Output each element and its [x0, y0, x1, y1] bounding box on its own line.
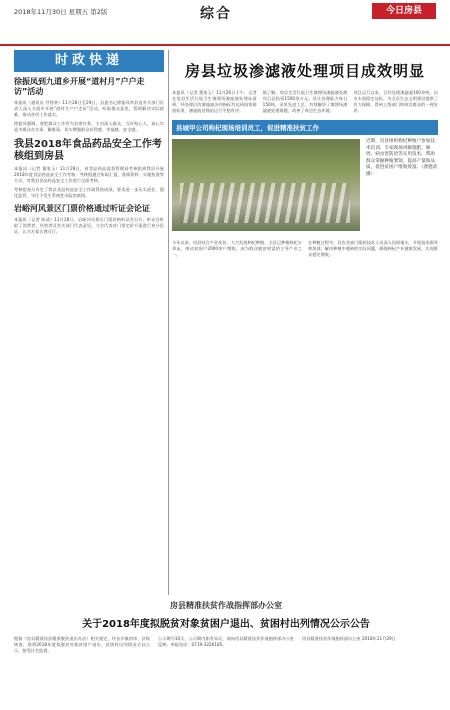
brief-headline-3: 岩峪河风景区门票价格通过听证会论证 — [14, 204, 150, 213]
photo-band: 县城甲公司枸杞现场培训员工，促进精准扶贫工作 — [172, 120, 438, 135]
issue-meta: 2018年11月30日 星期五 第2版 — [14, 8, 108, 16]
notice-column-3: 房县精准扶贫作战指挥部办公室 2018年11月29日 — [302, 636, 396, 641]
brief-paragraph-4: 考核组充分肯定了我县食品药品安全工作取得的成绩，要求进一步压实责任，强化监管，守住不发生系统性风险的底线。 — [14, 187, 164, 198]
notice-issuer: 房县精准扶贫作战指挥部办公室 — [170, 601, 282, 610]
notice-body — [14, 636, 438, 700]
field-photo — [172, 139, 360, 231]
notice-title: 关于2018年度拟脱贫对象贫困户退出、贫困村出列情况公示公告 — [82, 619, 370, 630]
lower-column-1: 今年以来，房县结合产业扶贫，大力发展枸杞种植，全县已种植枸杞万余亩，带动贫困户2000余户增收，成为群众脱贫致富的主导产业之一。 — [172, 240, 302, 257]
main-text-columns — [172, 87, 438, 114]
lower-column-2: 在种植过程中，县农业部门组织技术人员深入田间地头，开展技术指导和培训，解决种植中遇到的实际问题，确保枸杞产业健康发展，实现群众稳定增收。 — [308, 240, 438, 257]
notice-column-2: 公示期为10天，公示期内如有异议，请向房县精准扶贫作战指挥部办公室反映。举报电话：0719-3226185。 — [158, 636, 294, 647]
brief-paragraph-5: 本报讯（记者 陈清）11月28日，岩峪河风景区门票价格听证会召开。听证会听取了消费者、经营者及有关部门代表意见，与会代表对门票定价方案进行充分论证，认为方案合理可行。 — [14, 217, 164, 234]
main-column-1: 本报讯（记者 董家玉）11月26日下午，记者在房县生活垃圾卫生填埋场渗滤液处理站看到，经处理后的渗滤液各项指标均达到国家排放标准，渗滤液处理站运行平稳有序。 — [172, 90, 257, 113]
main-article — [172, 50, 438, 595]
photo-row — [172, 139, 438, 231]
page-header — [0, 0, 450, 46]
column-divider — [168, 50, 169, 595]
lower-text-columns — [172, 237, 438, 258]
section-title: 综合 — [200, 6, 232, 22]
news-brief-band: 时政快递 — [14, 50, 164, 72]
brief-headline-2: 我县2018年食品药品安全工作考核组到房县 — [14, 139, 162, 162]
masthead-logo: 今日房县 — [372, 3, 436, 19]
news-brief-column — [14, 50, 164, 595]
brief-headline-1: 徐振凤到九道乡开展“道村月”户户走访”活动 — [14, 77, 145, 96]
main-column-3: 项目运行以来，日均处理渗滤液100余吨，出水水质稳定达标，为全县生态文明建设提供了有力保障，得到上级部门和周边群众的一致好评。 — [353, 90, 438, 113]
main-headline: 房县垃圾渗滤液处理项目成效明显 — [184, 62, 425, 80]
crop-rows — [180, 183, 350, 223]
brief-paragraph-2: 徐振凤强调，要把群众工作作为首要任务，主动深入群众，当好贴心人，真心实意为群众办实事、解难事，切实增强群众获得感、幸福感、安全感。 — [14, 121, 164, 132]
brief-paragraph-3: 本报讯（记者 董家玉）11月28日，省食品药品监督管理局考核组到我县开展2018年度食品药品安全工作考核。考核组通过听取汇报、查阅资料、实地检查等方式，对我县食品药品安全工作进行全面考核。 — [14, 166, 164, 183]
photo-caption: 近期，房县组织枸杞种植户参加技术培训，专家现场讲解施肥、修剪、病虫害防治等实用技术，帮助群众掌握种植要领，提高产量和品质，促进贫困户增收致富。（龚德武 摄） — [366, 139, 438, 177]
brief-paragraph-1: 本报讯（通讯员 付智豪）11月28日至29日，县委书记徐振凤率县直有关部门负责人深入九道乡开展“道村月户户走访”活动，听取群众意见，帮助解决实际困难，推动各项工作落实。 — [14, 100, 164, 117]
notice-header — [14, 600, 438, 630]
main-column-2: 据了解，房县生活垃圾卫生填埋场渗滤液处理项目总投资1500余万元，设计处理能力每日150吨，采用先进工艺，有效解决了填埋场渗滤液处理难题，改善了周边生态环境。 — [262, 90, 348, 113]
notice-column-1: 根据《房县精准扶贫精准脱贫退出办法》相关规定，经各乡镇初审、县级核查，现将2018年度拟脱贫对象贫困户退出、贫困村出列情况予以公示，接受社会监督。 — [14, 636, 150, 653]
